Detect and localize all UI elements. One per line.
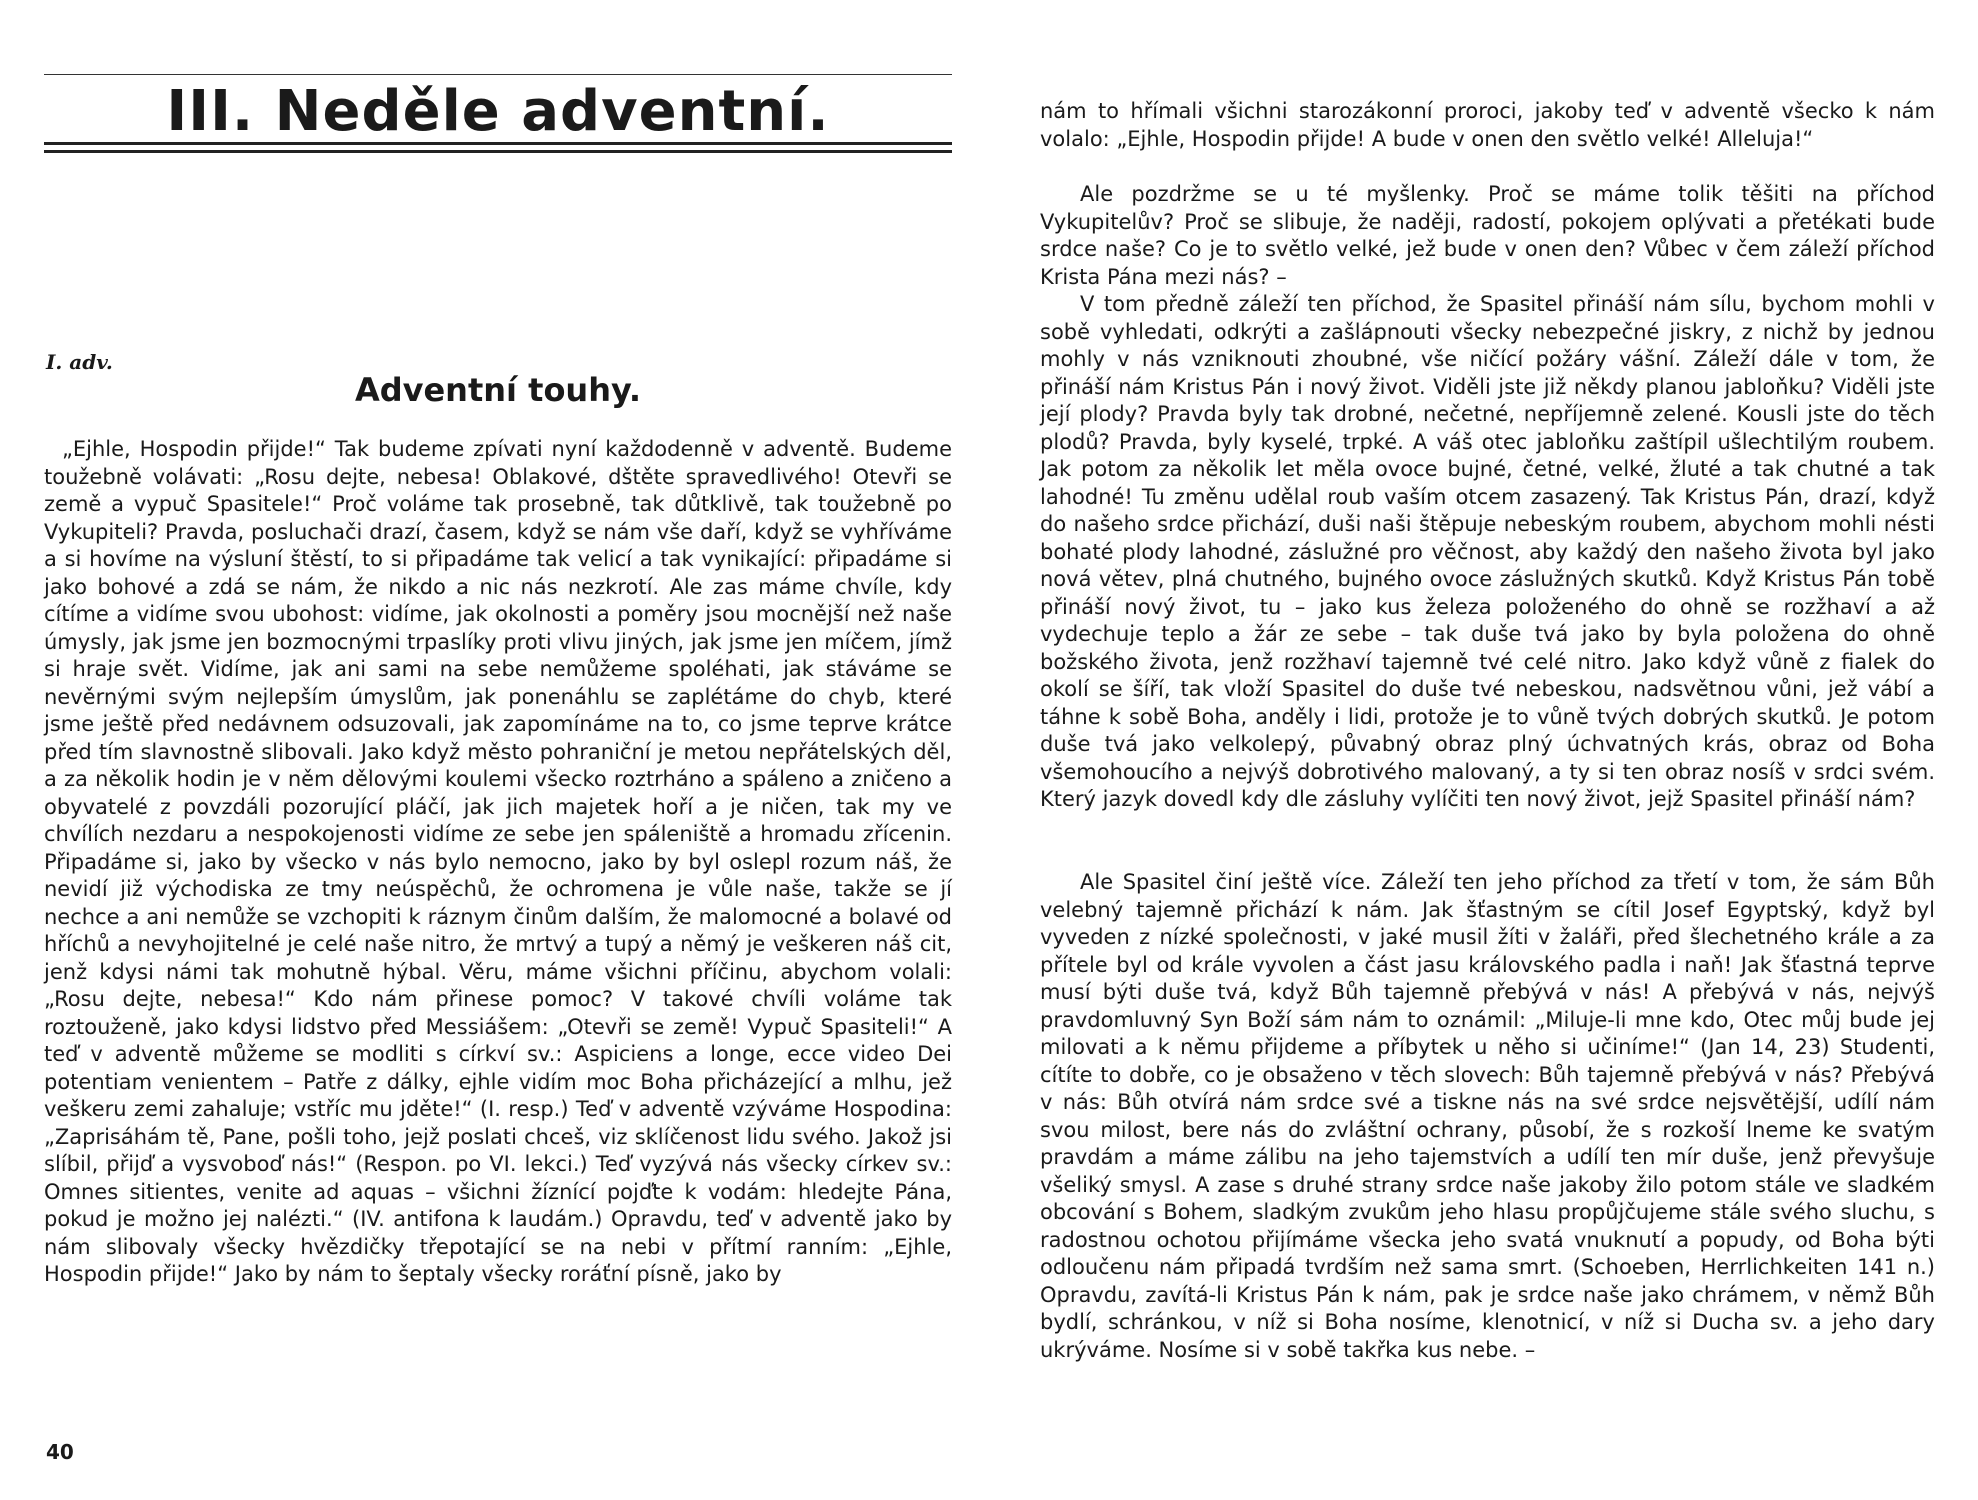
right-page xyxy=(1040,0,1935,1500)
right-paragraph-1: nám to hřímali všichni starozákonní proroci, jakoby teď v adventě všecko k nám volalo: „Ejhle, Hospodin přijde! A bude v onen den světlo velké! Alleluja!“ xyxy=(1040,99,1935,151)
title-rule-lower xyxy=(44,150,952,153)
left-page xyxy=(44,0,952,1500)
page-number: 40 xyxy=(46,1440,74,1464)
section-title: Adventní touhy. xyxy=(354,371,642,409)
section-tag: I. adv. xyxy=(46,350,113,374)
chapter-title: III. Neděle adventní. xyxy=(166,79,830,144)
top-rule xyxy=(44,74,952,75)
right-paragraph-3: V tom předně záleží ten příchod, že Spasitel přináší nám sílu, bychom mohli v sobě vyhledati, odkrýti a zašlápnouti všecky nebezpečné jiskry, z nichž by jednou mohly v nás vzniknouti zhoubné, vše ničící požáry vášní. Záleží dále v tom, že přináší nám Kristus Pán i nový život. Viděli jste již někdy planou jabloňku? Viděli jste její plody? Pravda byly tak drobné, nečetné, nepříjemně zelené. Kousli jste do těch plodů? Pravda, byly kyselé, trpké. A váš otec jabloňku zaštípil ušlechtilým roubem. Jak potom za několik let měla ovoce bujné, četné, velké, žluté a tak chutné a tak lahodné! Tu změnu udělal roub vaším otcem zasazený. Tak Kristus Pán, drazí, když do našeho srdce přichází, duši naši štěpuje nebeským roubem, abychom mohli nésti bohaté plody lahodné, záslužné pro věčnost, aby každý den našeho života byl jako nová větev, plná chutného, bujného ovoce záslužných skutků. Když Kristus Pán tobě přináší nový život, tu – jako kus železa položeného do ohně se rozžhaví a až vydechuje teplo a žár ze sebe – tak duše tvá jako by byla položena do ohně božského života, jenž rozžhaví tajemně tvé celé nitro. Jako když vůně z fialek do okolí se šíří, tak vloží Spasitel do duše tvé nebeskou, nadsvětnou vůni, jež vábí a táhne k sobě Boha, anděly i lidi, protože je to vůně tvých dobrých skutků. Je potom duše tvá jako velkolepý, půvabný obraz plný úchvatných krás, obraz od Boha všemohoucího a nejvýš dobrotivého malovaný, a ty si ten obraz nosíš v srdci svém. Který jazyk dovedl kdy dle zásluhy vylíčiti ten nový život, jejž Spasitel přináší nám? xyxy=(1040,292,1935,811)
left-paragraph: „Ejhle, Hospodin přijde!“ Tak budeme zpívati nyní každodenně v adventě. Budeme toužebně volávati: „Rosu dejte, nebesa! Oblakové, dštěte spravedlivého! Otevři se země a vypuč Spasitele!“ Proč voláme tak prosebně, tak důtklivě, tak toužebně po Vykupiteli? Pravda, posluchači drazí, časem, když se nám vše daří, když se vyhříváme a si hovíme na výsluní štěstí, to si připadáme tak velicí a tak vynikající: připadáme si jako bohové a zdá se nám, že nikdo a nic nás nezkrotí. Ale zas máme chvíle, kdy cítíme a vidíme svou ubohost: vidíme, jak okolnosti a poměry jsou mocnější než naše úmysly, jak jsme jen bozmocnými trpaslíky proti vlivu jiných, jak jsme jen míčem, jímž si hraje svět. Vidíme, jak ani sami na sebe nemůžeme spoléhati, jak stáváme se nevěrnými svým nejlepším úmyslům, jak ponenáhlu se zaplétáme do chyb, které jsme ještě před nedávnem odsuzovali, jak zapomínáme na to, co jsme teprve krátce před tím slavnostně slibovali. Jako když město pohraniční je metou nepřátelských děl, a za několik hodin je v něm dělovými koulemi všecko roztrháno a spáleno a zničeno a obyvatelé z povzdáli pozorující pláčí, jak jich majetek hoří a je ničen, tak my ve chvílích nezdaru a nespokojenosti vidíme ze sebe jen spáleniště a hromadu zřícenin. Připadáme si, jako by všecko v nás bylo nemocno, jako by byl oslepl rozum náš, že nevidí již východiska ze tmy neúspěchů, že ochromena je vůle naše, takže se jí nechce a ani nemůže se vzchopiti k ráznym činům dalším, že malomocné a bolavé od hříchů a nevyhojitelné je celé naše nitro, že mrtvý a tupý a němý je veškeren náš cit, jenž kdysi námi tak mohutně hýbal. Věru, máme všichni příčinu, abychom volali: „Rosu dejte, nebesa!“ Kdo nám přinese pomoc? V takové chvíli voláme tak roztouženě, jako kdysi lidstvo před Messiášem: „Otevři se země! Vypuč Spasiteli!“ A teď v adventě můžeme se modliti s církví sv.: Aspiciens a longe, ecce video Dei potentiam venientem – Patře z dálky, ejhle vidím moc Boha přicházející a mlhu, jež veškeru zemi zahaluje; vstříc mu jděte!“ (I. resp.) Teď v adventě vzýváme Hospodina: „Zaprisáhám tě, Pane, pošli toho, jejž poslati chceš, viz sklíčenost lidu svého. Jakož jsi slíbil, přijď a vysvoboď nás!“ (Respon. po VI. lekci.) Teď vyzývá nás všecky církev sv.: Omnes sitientes, venite ad aquas – všichni žíznící pojďte k vodám: hledejte Pána, pokud je možno jej nalézti.“ (IV. antifona k laudám.) Opravdu, teď v adventě jako by nám slibovaly všecky hvězdičky třepotající se na nebi v přítmí ranním: „Ejhle, Hospodin přijde!“ Jako by nám to šeptaly všecky roráťní písně, jako by xyxy=(44,437,952,1286)
title-rule-upper xyxy=(44,142,952,145)
right-paragraph-4: Ale Spasitel činí ještě více. Záleží ten jeho příchod za třetí v tom, že sám Bůh velebný tajemně přichází k nám. Jak šťastným se cítil Josef Egyptský, když byl vyveden z nízké společnosti, v jaké musil žíti v žaláři, před šlechetného krále a za přítele byl od krále vyvolen a část jasu královského padla i naň! Jak šťastná teprve musí býti duše tvá, když Bůh tajemně přebývá v nás! A přebývá v nás, nejvýš pravdomluvný Syn Boží sám nám to oznámil: „Miluje-li mne kdo, Otec můj bude jej milovati a k němu přijdeme a příbytek u něho si učiníme!“ (Jan 14, 23) Studenti, cítíte to dobře, co je obsaženo v těch slovech: Bůh tajemně přebývá v nás? Přebývá v nás: Bůh otvírá nám srdce své a tiskne nás na své srdce nejsvětější, udílí nám svou milost, bere nás do zvláštní ochrany, působí, že s rozkoší lneme ke svatým pravdám a máme zálibu na jeho tajemstvích a udílí ten mír duše, jenž převyšuje všeliký smysl. A zase s druhé strany srdce naše jakoby žilo potom stále ve sladkém obcování s Bohem, sladkým zvukům jeho hlasu propůjčujeme stále svého sluchu, s radostnou ochotou přijímáme všecka jeho svatá vnuknutí a popudy, od Boha býti odloučenu nám připadá tvrdším než sama smrt. (Schoeben, Herrlichkeiten 141 n.) Opravdu, zavítá-li Kristus Pán k nám, pak je srdce naše jako chrámem, v němž Bůh bydlí, schránkou, v níž si Boha nosíme, klenotnicí, v níž si Ducha sv. a jeho dary ukrýváme. Nosíme si v sobě takřka kus nebe. – xyxy=(1040,870,1935,1362)
right-paragraph-2: Ale pozdržme se u té myšlenky. Proč se máme tolik těšiti na příchod Vykupitelův? Proč se slibuje, že naději, radostí, pokojem oplývati a přetékati bude srdce naše? Co je to světlo velké, jež bude v onen den? Vůbec v čem záleží příchod Krista Pána mezi nás? – xyxy=(1040,182,1935,289)
